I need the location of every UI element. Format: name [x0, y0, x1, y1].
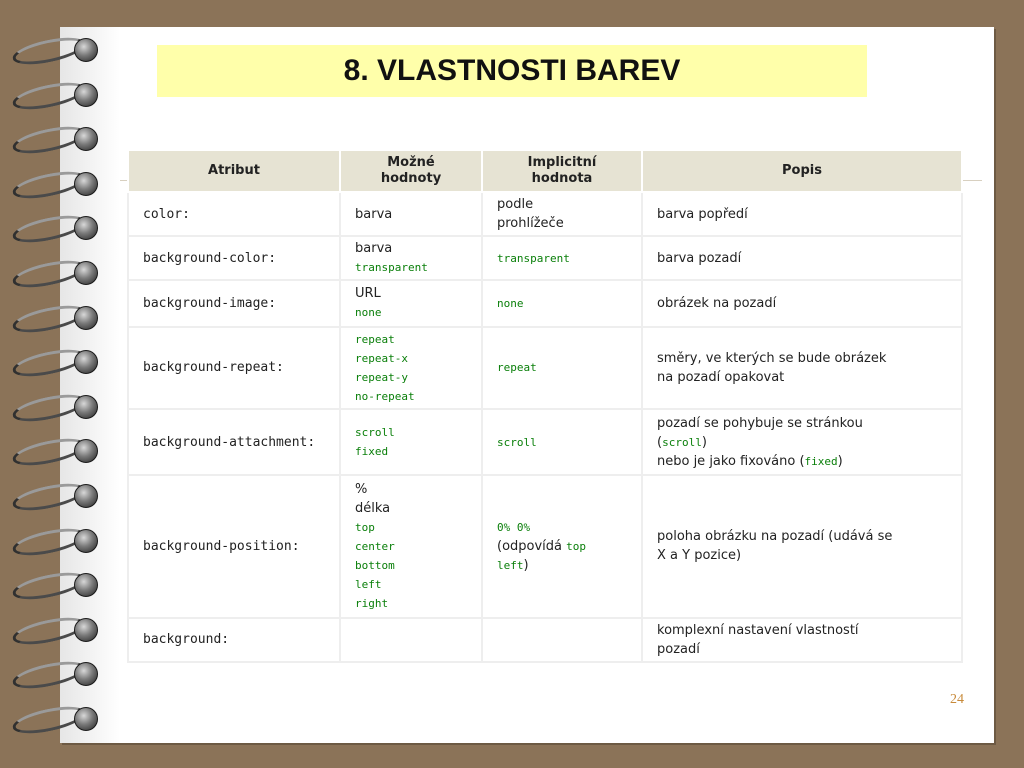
ring-hole: [74, 662, 98, 686]
cell-attribute: background-position:: [128, 475, 340, 618]
default-inline-item: top: [566, 539, 587, 553]
description-part: komplexní nastavení vlastností: [657, 622, 859, 638]
value-item: top: [355, 520, 375, 534]
value-item: scroll: [355, 426, 395, 440]
description-part: obrázek na pozadí: [657, 295, 777, 311]
value-item: URL: [355, 286, 381, 302]
spiral-ring: [0, 164, 110, 204]
description-part: (: [657, 434, 663, 450]
cell-values: [340, 192, 482, 236]
cell-values: [340, 409, 482, 475]
cell-values: [340, 475, 482, 618]
cell-attribute: background:: [128, 618, 340, 662]
description-line: [657, 433, 947, 452]
header-desc: Popis: [642, 150, 962, 192]
cell-description: [642, 475, 962, 618]
description-line: [657, 368, 947, 387]
description-part: směry, ve kterých se bude obrázek: [657, 350, 887, 366]
default-line: [497, 537, 627, 556]
default-item: podle: [497, 197, 534, 213]
description-part: barva pozadí: [657, 250, 742, 266]
description-part: scroll: [662, 435, 702, 449]
description-line: [657, 640, 947, 659]
header-values: [340, 150, 482, 192]
cell-attribute: background-attachment:: [128, 409, 340, 475]
description-part: barva popředí: [657, 206, 748, 222]
description-part: nebo je jako fixováno (: [657, 453, 805, 469]
description-line: [657, 452, 947, 471]
default-item: left: [497, 558, 524, 572]
description-part: ): [837, 453, 843, 469]
spiral-ring: [0, 119, 110, 159]
description-line: [657, 349, 947, 368]
spiral-ring: [0, 342, 110, 382]
default-item: prohlížeče: [497, 216, 564, 232]
description-line: [657, 249, 947, 268]
table-row: [128, 475, 962, 618]
page-number: 24: [950, 692, 964, 707]
ring-hole: [74, 439, 98, 463]
value-item: barva: [355, 241, 393, 257]
value-item: délka: [355, 500, 391, 516]
default-item: 0% 0%: [497, 520, 531, 534]
spiral-ring: [0, 521, 110, 561]
description-line: [657, 414, 947, 433]
table-row: [128, 236, 962, 280]
value-item: left: [355, 577, 382, 591]
description-line: [657, 621, 947, 640]
ring-hole: [74, 707, 98, 731]
spiral-binding: [0, 30, 110, 730]
cell-default: [482, 475, 642, 618]
description-part: fixed: [804, 454, 838, 468]
cell-default: [482, 618, 642, 662]
cell-description: [642, 327, 962, 409]
ring-hole: [74, 127, 98, 151]
ring-hole: [74, 216, 98, 240]
spiral-ring: [0, 699, 110, 739]
cell-default: [482, 327, 642, 409]
cell-default: [482, 236, 642, 280]
description-line: [657, 294, 947, 313]
description-part: pozadí se pohybuje se stránkou: [657, 415, 863, 431]
default-item: repeat: [497, 361, 537, 375]
table-header-row: [128, 150, 962, 192]
header-default-line-1: Implicitní: [527, 155, 597, 170]
description-part: X a Y pozice): [657, 548, 742, 564]
value-item: %: [355, 481, 368, 497]
value-item: transparent: [355, 261, 428, 275]
cell-default: [482, 409, 642, 475]
value-item: fixed: [355, 445, 389, 459]
description-line: [657, 205, 947, 224]
ring-hole: [74, 529, 98, 553]
default-line: [497, 249, 627, 268]
header-attr: Atribut: [128, 150, 340, 192]
value-item: right: [355, 596, 389, 610]
cell-values: [340, 236, 482, 280]
header-default: [482, 150, 642, 192]
value-item: no-repeat: [355, 389, 415, 403]
table-row: [128, 192, 962, 236]
description-part: poloha obrázku na pozadí (udává se: [657, 529, 893, 545]
default-line: [497, 195, 627, 214]
table-row: [128, 327, 962, 409]
cell-attribute: color:: [128, 192, 340, 236]
default-item: (odpovídá: [497, 538, 567, 554]
cell-description: [642, 409, 962, 475]
value-item: barva: [355, 206, 393, 222]
cell-description: [642, 192, 962, 236]
spiral-ring: [0, 565, 110, 605]
table-row: [128, 280, 962, 326]
ring-hole: [74, 350, 98, 374]
cell-description: [642, 280, 962, 326]
ring-hole: [74, 395, 98, 419]
default-line: [497, 214, 627, 233]
header-values-line-2: hodnoty: [380, 171, 442, 186]
header-values-line-1: Možné: [387, 155, 435, 170]
ring-hole: [74, 38, 98, 62]
cell-values: [340, 280, 482, 326]
spiral-ring: [0, 30, 110, 70]
value-item: repeat-x: [355, 351, 408, 365]
cell-values: [340, 618, 482, 662]
spiral-ring: [0, 431, 110, 471]
value-item: bottom: [355, 558, 395, 572]
cell-attribute: background-repeat:: [128, 327, 340, 409]
default-after-text: ): [523, 557, 529, 573]
cell-attribute: background-image:: [128, 280, 340, 326]
title-banner: [157, 45, 867, 97]
table-row: [128, 618, 962, 662]
default-line: [497, 518, 627, 537]
default-line: [497, 358, 627, 377]
css-properties-table: [127, 149, 963, 663]
description-line: [657, 527, 947, 546]
cell-attribute: background-color:: [128, 236, 340, 280]
slide-title: 8. VLASTNOSTI BAREV: [343, 54, 681, 87]
spiral-ring: [0, 387, 110, 427]
value-item: none: [355, 306, 382, 320]
description-line: [657, 546, 947, 565]
ring-hole: [74, 306, 98, 330]
spiral-ring: [0, 253, 110, 293]
ring-hole: [74, 172, 98, 196]
description-part: na pozadí opakovat: [657, 369, 785, 385]
cell-default: [482, 280, 642, 326]
ring-hole: [74, 484, 98, 508]
ring-hole: [74, 573, 98, 597]
default-item: none: [497, 296, 524, 310]
default-line: [497, 433, 627, 452]
ring-hole: [74, 618, 98, 642]
ring-hole: [74, 261, 98, 285]
spiral-ring: [0, 75, 110, 115]
value-item: repeat-y: [355, 370, 408, 384]
spiral-ring: [0, 476, 110, 516]
value-item: center: [355, 539, 395, 553]
table-row: [128, 409, 962, 475]
cell-description: [642, 618, 962, 662]
header-default-line-2: hodnota: [531, 171, 593, 186]
cell-values: [340, 327, 482, 409]
spiral-ring: [0, 208, 110, 248]
spiral-ring: [0, 654, 110, 694]
description-part: pozadí: [657, 641, 700, 657]
cell-default: [482, 192, 642, 236]
cell-description: [642, 236, 962, 280]
default-line: [497, 556, 627, 575]
value-item: repeat: [355, 332, 395, 346]
spiral-ring: [0, 610, 110, 650]
default-item: scroll: [497, 435, 537, 449]
description-part: ): [701, 434, 707, 450]
default-item: transparent: [497, 251, 570, 265]
ring-hole: [74, 83, 98, 107]
default-line: [497, 294, 627, 313]
spiral-ring: [0, 298, 110, 338]
